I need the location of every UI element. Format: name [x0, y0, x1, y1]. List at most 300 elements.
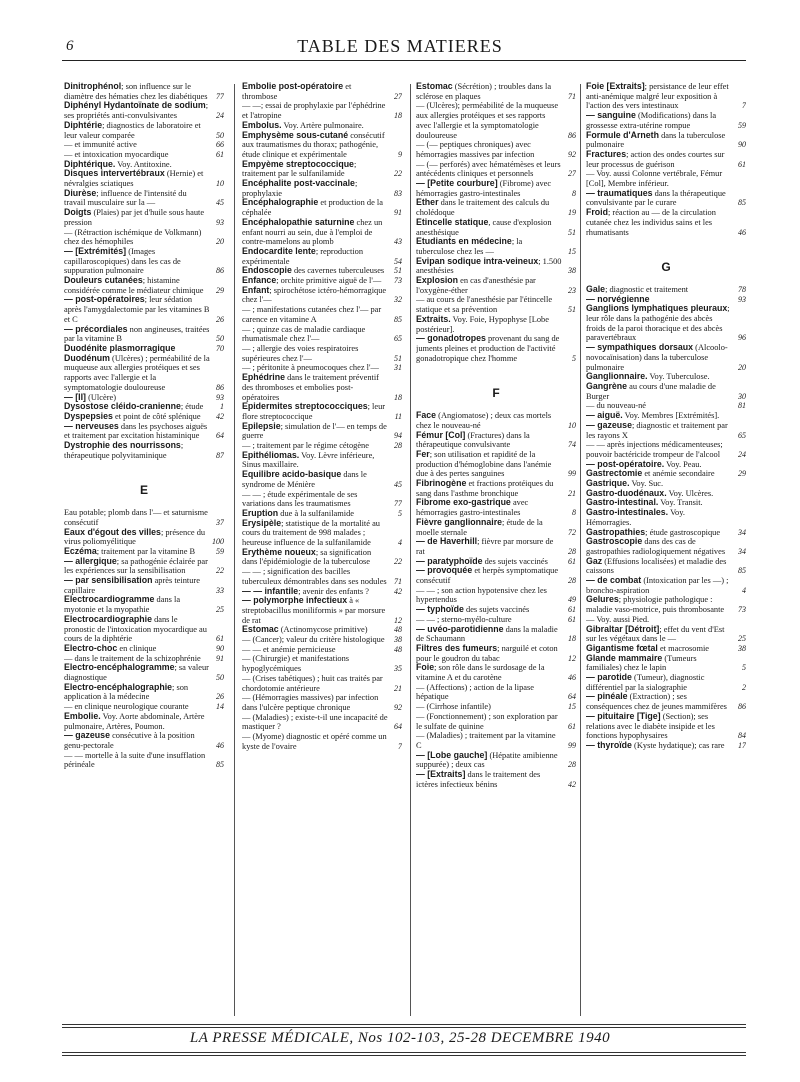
entry-page-number: 50 — [216, 334, 224, 344]
entry-text: et thrombose — [242, 82, 352, 101]
entry-page-number: 81 — [738, 401, 746, 411]
entry-page-number: 22 — [394, 169, 402, 179]
entry-page-number: 29 — [216, 285, 224, 295]
entry-text: dans la maladie de Schaumann — [416, 624, 558, 644]
entry-page-number: 48 — [394, 625, 402, 635]
entry-text: dans les psychoses aiguës et traitement par excitation histaminique — [64, 421, 208, 441]
entry-page-number: 86 — [216, 382, 224, 392]
entry-text: non angineuses, traitées par la vitamine B — [64, 324, 210, 344]
entry-page-number: 28 — [568, 546, 576, 556]
entry-page-number: 73 — [738, 605, 746, 615]
entry-text: — ; manifestations cutanées chez l'— par carence en vitamine A — [242, 305, 382, 324]
entry-headword: Gastro-intestinal. — [586, 497, 659, 508]
entry-text: — (Crises tabétiques) ; huit cas traités par chordotomie antérieure — [242, 673, 383, 693]
index-entry — [242, 625, 402, 635]
index-entry — [242, 373, 402, 402]
entry-headword: Glande mammaire — [586, 652, 663, 663]
index-entry — [242, 422, 402, 441]
entry-headword: — sanguine — [586, 110, 636, 121]
entry-headword: Eaux d'égout des villes — [64, 526, 161, 537]
entry-text: ; histamine considérée comme le médiateur chimique — [64, 276, 204, 295]
entry-headword: Erythème noueux — [242, 546, 316, 557]
entry-text: (Hépatite amibienne suppurée) ; deux cas — [416, 750, 558, 770]
entry-headword: Diphtérique. — [64, 158, 116, 169]
entry-page-number: 46 — [216, 741, 224, 750]
index-entry — [242, 179, 402, 198]
entry-page-number: 77 — [216, 91, 224, 101]
entry-page-number: 61 — [568, 605, 576, 615]
entry-text: — Voy. aussi Colonne vertébrale, Fémur [Col], Membre inférieur. — [586, 169, 723, 189]
index-entry — [586, 304, 746, 343]
index-entry — [416, 498, 576, 517]
index-column-1 — [64, 82, 224, 1020]
entry-headword: Embolus. — [242, 119, 282, 130]
index-entry — [64, 683, 224, 702]
index-entry — [586, 557, 746, 576]
entry-text: ; sa pathogénie éclairée par les expériences sur la sensibilisation — [64, 556, 208, 576]
entry-headword: — aiguë. — [586, 410, 623, 421]
entry-headword: Ganglionnaire. — [586, 371, 648, 382]
index-entry — [416, 683, 576, 702]
entry-text: ; orchite primitive aiguë de l'— — [276, 276, 382, 286]
entry-text: dans des cas de gastropathies radiologiquement négatives — [586, 537, 726, 556]
entry-text: — (Cancer); valeur du critère histologique — [242, 635, 385, 645]
entry-text: (Ulcères) ; perméabilité de la muqueuse aux allergies protéiques et ses rapports avec l'allergie et la symptomatologie douloureuse — [64, 353, 210, 392]
entry-headword: Diphtérie — [64, 119, 103, 130]
index-entry — [586, 576, 746, 595]
entry-text: ; sa signification dans l'épidémiologie de la tuberculose — [242, 547, 372, 567]
entry-headword: Froid — [586, 207, 608, 218]
entry-page-number: 86 — [568, 130, 576, 140]
entry-page-number: 18 — [394, 111, 402, 121]
index-entry — [416, 82, 576, 101]
entry-text: ; étude gastroscopique — [645, 527, 721, 537]
entry-text: consécutif aux traumatismes du thorax; pathogénie, étude clinique et expérimentale — [242, 130, 385, 159]
entry-page-number: 25 — [216, 605, 224, 615]
index-entry — [586, 673, 746, 692]
index-entry — [242, 519, 402, 548]
page-title: TABLE DES MATIERES — [297, 36, 503, 56]
entry-text: en cas d'anesthésie par l'oxygène-éther — [416, 276, 536, 295]
entry-headword: — thyroïde — [586, 740, 632, 750]
entry-page-number: 26 — [216, 314, 224, 324]
index-entry — [416, 731, 576, 750]
index-entry — [586, 712, 746, 741]
entry-page-number: 93 — [738, 294, 746, 304]
entry-headword: Electro-encéphalographie — [64, 681, 173, 692]
entry-headword: Estomac — [416, 82, 453, 91]
footer-rule — [62, 1055, 746, 1056]
entry-text: ; simulation de l'— en temps de guerre — [242, 421, 387, 441]
entry-headword: Enfant — [242, 284, 270, 295]
entry-headword: Ephédrine — [242, 372, 286, 383]
entry-headword: — [Extraits] — [416, 769, 466, 780]
entry-text: Voy. Transit. — [658, 498, 703, 508]
index-entry — [64, 276, 224, 295]
entry-text: ; ses propriétés anti-convulsivantes — [64, 101, 209, 121]
entry-page-number: 61 — [216, 634, 224, 644]
entry-text: ; diagnostics de laboratoire et leur valeur comparée — [64, 120, 201, 140]
entry-headword: — post-opératoire. — [586, 458, 665, 469]
entry-headword: Disques intervertébraux — [64, 168, 165, 179]
entry-text: (Plaies) par jet d'huile sous haute pression — [64, 208, 205, 227]
entry-headword: — provoquée — [416, 565, 473, 576]
entry-text: (Kyste hydatique); cas rare — [631, 741, 725, 750]
index-entry — [64, 663, 224, 682]
entry-text: (Extraction) ; ses conséquences chez de jeunes mammifères — [586, 692, 727, 712]
index-entry — [242, 548, 402, 567]
entry-text: Voy. Artère pulmonaire. — [281, 120, 364, 130]
entry-page-number: 66 — [216, 140, 224, 150]
entry-headword: Electrocardiogramme — [64, 594, 155, 605]
index-entry — [586, 741, 746, 751]
entry-headword: — de Haverhill — [416, 536, 478, 547]
entry-page-number: 45 — [216, 198, 224, 208]
entry-page-number: 61 — [568, 556, 576, 566]
entry-text: (Modifications) dans la grossesse extra-utérine rompue — [586, 111, 717, 130]
entry-headword: — post-opératoires — [64, 294, 145, 305]
entry-text: (Sécrétion) ; troubles dans la sclérose en plaques — [416, 82, 552, 101]
index-entry — [64, 208, 224, 227]
column-separator — [410, 84, 411, 1016]
index-entry — [416, 518, 576, 537]
entry-headword: Endocardite lente — [242, 245, 316, 256]
entry-page-number: 90 — [216, 643, 224, 653]
index-entry — [416, 160, 576, 179]
index-entry — [64, 751, 224, 770]
entry-page-number: 5 — [398, 508, 402, 518]
index-entry — [64, 528, 224, 547]
index-entry — [242, 198, 402, 217]
index-entry — [242, 567, 402, 586]
entry-page-number: 45 — [394, 479, 402, 489]
index-entry — [64, 101, 224, 120]
entry-page-number: 33 — [216, 585, 224, 595]
entry-text: — (Ulcères); perméabilité de la muqueuse aux allergies protéiques et ses rapports avec l'allergie et la symptomatologie douloureuse — [416, 101, 559, 140]
entry-text: ; fièvre par morsure de rat — [416, 537, 554, 556]
entry-headword: Gastrectomie — [586, 468, 643, 479]
entry-headword: Gale — [586, 283, 606, 294]
entry-text: — ; quinze cas de maladie cardiaque rhumatismale chez l'— — [242, 324, 366, 344]
entry-text: — Voy. aussi Pied. — [586, 614, 650, 624]
entry-headword: Embolie post-opératoire — [242, 82, 344, 91]
entry-headword: Emphysème sous-cutané — [242, 129, 349, 140]
entry-text: provenant du sang de juments pleines et production de l'activité gonadotropique chez l'homme — [416, 334, 560, 363]
index-entry — [416, 295, 576, 314]
entry-text: — (Hémorragies massives) par infection dans l'ulcère peptique chronique — [242, 693, 379, 712]
entry-text: ; leur sédation après l'amygdalectomie par les vitamines B et C — [64, 295, 210, 324]
entry-text: (Tumeurs familiales) chez le lapin — [586, 653, 697, 673]
index-entry — [416, 751, 576, 770]
entry-headword: Diphényl Hydantoïnate de sodium — [64, 100, 206, 111]
index-entry — [242, 344, 402, 363]
index-entry — [64, 508, 224, 527]
index-entry — [64, 82, 224, 101]
index-entry — [242, 693, 402, 712]
entry-headword: Gastro-intestinales. — [586, 507, 669, 518]
entry-text: — (Myome) diagnostic et opéré comme un kyste de l'ovaire — [242, 732, 387, 751]
entry-headword: Face — [416, 410, 437, 421]
entry-text: (Hernie) et névralgies sciatiques — [64, 169, 204, 189]
index-entry — [586, 208, 746, 237]
entry-page-number: 11 — [394, 411, 402, 421]
entry-page-number: 22 — [216, 566, 224, 576]
index-entry — [64, 615, 224, 644]
page-number: 6 — [66, 38, 74, 54]
entry-headword: Epilepsie — [242, 420, 281, 431]
entry-headword: Diurèse — [64, 187, 97, 198]
entry-headword: Equilibre acido-basique — [242, 469, 342, 480]
entry-text: — et intoxication myocardique — [64, 149, 169, 159]
entry-headword: — par sensibilisation — [64, 575, 153, 586]
entry-headword: — uvéo-parotidienne — [416, 623, 504, 634]
entry-text: ; son influence sur le diamètre des hématies chez les diabétiques — [64, 82, 208, 101]
index-entry — [416, 334, 576, 363]
index-entry — [416, 479, 576, 498]
entry-headword: — — infantile — [242, 585, 299, 596]
entry-page-number: 65 — [738, 430, 746, 440]
entry-page-number: 85 — [216, 760, 224, 770]
entry-page-number: 84 — [738, 731, 746, 741]
entry-page-number: 35 — [394, 664, 402, 674]
index-entry — [242, 674, 402, 693]
entry-text: — (Fonctionnement) ; son exploration par le sulfate de quinine — [416, 711, 558, 731]
entry-headword: — sympathiques dorsaux — [586, 342, 694, 353]
entry-text: Eau potable; plomb dans l'— et saturnisme consécutif — [64, 508, 208, 527]
entry-text: — et immunité active — [64, 140, 137, 150]
index-entry — [416, 625, 576, 644]
entry-page-number: 4 — [742, 585, 746, 595]
entry-text: des cavernes tuberculeuses — [291, 266, 385, 276]
entry-headword: — gazeuse — [64, 730, 110, 741]
entry-text: ; physiologie pathologique : maladie vaso-motrice, puis thrombosante — [586, 595, 725, 615]
entry-text: Voy. Ulcères. — [666, 488, 714, 498]
entry-text: ; avenir des enfants ? — [298, 586, 369, 596]
index-entry — [416, 140, 576, 159]
index-entry — [416, 237, 576, 256]
entry-page-number: 1 — [220, 402, 224, 412]
entry-text: — — ; signification des bacilles tuberculeux démontrables dans ses nodules — [242, 567, 387, 586]
entry-headword: — [Extrémités] — [64, 245, 127, 256]
entry-page-number: 48 — [394, 644, 402, 654]
index-entry — [416, 431, 576, 450]
entry-text: (Images capillaroscopiques) dans les cas de suppuration pulmonaire — [64, 246, 181, 276]
entry-text: Voy. Suc. — [629, 479, 664, 489]
entry-page-number: 10 — [568, 420, 576, 430]
entry-headword: Gastropathies — [586, 526, 646, 537]
entry-page-number: 8 — [572, 188, 576, 198]
entry-page-number: 37 — [216, 517, 224, 527]
entry-page-number: 50 — [216, 673, 224, 683]
entry-headword: Fibrinogène — [416, 478, 467, 489]
entry-page-number: 38 — [568, 266, 576, 276]
index-entry — [242, 654, 402, 673]
entry-text: — (Maladies) ; existe-t-il une incapacité de mastiquer ? — [242, 712, 388, 732]
index-columns — [64, 64, 746, 1024]
entry-page-number: 73 — [394, 276, 402, 286]
entry-page-number: 30 — [738, 391, 746, 401]
entry-page-number: 42 — [568, 779, 576, 789]
entry-headword: Filtres des fumeurs — [416, 642, 498, 653]
entry-text: ; étude — [180, 402, 204, 412]
index-entry — [242, 596, 402, 625]
entry-text: Voy. Hémorragies. — [586, 508, 685, 527]
entry-headword: Encéphalopathie saturnine — [242, 216, 355, 227]
entry-page-number: 15 — [568, 246, 576, 256]
entry-headword: Duodénum — [64, 352, 110, 363]
entry-page-number: 21 — [568, 488, 576, 498]
entry-headword: — polymorphe infectieux — [242, 595, 348, 606]
entry-page-number: 61 — [568, 721, 576, 731]
entry-page-number: 28 — [568, 760, 576, 770]
entry-page-number: 99 — [568, 469, 576, 479]
section-letter: G — [661, 260, 671, 275]
entry-headword: Erysipèle — [242, 517, 282, 528]
entry-text: Voy. Peau. — [664, 459, 702, 469]
entry-text: ; étude de la moelle sternale — [416, 517, 543, 537]
entry-text: ; influence de l'intensité du travail musculaire sur la — — [64, 188, 187, 208]
entry-headword: Enfance — [242, 275, 277, 286]
entry-text: (Fractures) dans la thérapeutique convulsivante — [416, 430, 530, 450]
entry-page-number: 99 — [568, 741, 576, 750]
entry-page-number: 83 — [394, 188, 402, 198]
entry-text: dans la myotonie et la myopathie — [64, 595, 181, 615]
entry-headword: Douleurs cutanées — [64, 275, 143, 286]
entry-text: ; effet du vent d'Est sur les végétaux dans le — — [586, 624, 725, 644]
index-entry — [586, 382, 746, 401]
entry-page-number: 93 — [216, 217, 224, 227]
entry-text: Voy. Lèvre inférieure, Sinus maxillaire. — [242, 450, 375, 470]
entry-page-number: 71 — [394, 576, 402, 586]
entry-page-number: 14 — [216, 702, 224, 712]
entry-headword: Etudiants en médecine — [416, 236, 512, 247]
entry-text: ; traitement par le sulfanilamide — [242, 159, 357, 179]
entry-text: dans le traitement des calculs du cholédoque — [416, 198, 550, 218]
index-entry — [64, 644, 224, 654]
entry-text: — (Cirrhose infantile) — [416, 702, 491, 712]
entry-headword: — traumatiques — [586, 187, 653, 198]
entry-text: ; thérapeutique polyvitaminique — [64, 441, 184, 460]
entry-headword: Extraits. — [416, 313, 451, 324]
entry-headword: Encéphalite post-vaccinale — [242, 178, 355, 189]
entry-text: ; sa valeur diagnostique — [64, 663, 209, 683]
entry-page-number: 87 — [216, 450, 224, 460]
index-entry — [242, 325, 402, 344]
entry-headword: — de combat — [586, 575, 642, 586]
index-entry — [586, 82, 746, 111]
entry-page-number: 74 — [568, 440, 576, 450]
entry-headword: Epithéliomas. — [242, 449, 300, 460]
entry-page-number: 23 — [568, 285, 576, 295]
index-entry — [586, 169, 746, 188]
entry-page-number: 38 — [738, 643, 746, 653]
index-entry — [416, 315, 576, 334]
index-entry — [242, 82, 402, 101]
entry-headword: — gazeuse — [586, 419, 632, 430]
entry-text: ; statistique de la mortalité au cours du traitement de 998 malades ; heureuse influence de la sulfanilamide — [242, 518, 380, 548]
entry-page-number: 85 — [394, 314, 402, 324]
entry-page-number: 20 — [738, 362, 746, 372]
entry-headword: — pituitaire [Tige] — [586, 710, 661, 721]
entry-headword: — paratyphoïde — [416, 555, 483, 566]
index-entry — [242, 635, 402, 645]
entry-text: (Effusions localisées) et maladie des caissons — [586, 556, 727, 576]
entry-text: ; action des ondes courtes sur leur processus de guérison — [586, 149, 725, 169]
entry-page-number: 2 — [742, 682, 746, 692]
entry-headword: Empyème streptococcique — [242, 158, 354, 169]
index-entry — [242, 218, 402, 247]
entry-page-number: 5 — [742, 663, 746, 673]
entry-page-number: 43 — [394, 237, 402, 247]
entry-text: ; présence du virus poliomyélitique — [64, 527, 206, 547]
entry-headword: Electro-encéphalogramme — [64, 662, 175, 673]
entry-page-number: 96 — [738, 333, 746, 343]
entry-text: à « streptobacillus moniliformis » par morsure de rat — [242, 596, 386, 625]
index-entry — [242, 470, 402, 489]
entry-page-number: 27 — [568, 169, 576, 179]
index-entry — [242, 713, 402, 732]
entry-text: — — mortelle à la suite d'une insufflation périnéale — [64, 750, 206, 770]
index-entry — [242, 247, 402, 266]
entry-text: — — ; son action hypotensive chez les hypertendus — [416, 585, 547, 605]
entry-text: (Actinomycose primitive) — [278, 625, 368, 635]
entry-text: — — ; sterno-myélo-culture — [416, 614, 512, 624]
entry-text: due à la sulfanilamide — [278, 508, 354, 518]
entry-headword: Ganglions lymphatiques pleuraux — [586, 303, 728, 314]
entry-page-number: 51 — [394, 266, 402, 276]
footer-rule — [62, 1024, 746, 1025]
index-entry — [586, 421, 746, 440]
index-entry — [586, 595, 746, 614]
index-entry — [416, 101, 576, 140]
entry-headword: Gastro-duodénaux. — [586, 487, 667, 498]
index-entry — [64, 121, 224, 140]
entry-text: ; la tuberculose chez les — — [416, 237, 523, 256]
entry-page-number: 42 — [216, 411, 224, 421]
entry-page-number: 22 — [394, 557, 402, 567]
entry-page-number: 34 — [738, 546, 746, 556]
entry-text: dans le pronostic de l'intoxication myocardique au cours de la diphtérie — [64, 614, 207, 644]
entry-page-number: 24 — [738, 449, 746, 459]
entry-text: , cause d'explosion anesthésique — [416, 217, 552, 237]
column-separator — [234, 84, 235, 1016]
index-entry — [416, 179, 576, 198]
entry-headword: — [II] — [64, 391, 86, 402]
entry-page-number: 31 — [394, 363, 402, 373]
entry-page-number: 61 — [738, 159, 746, 169]
entry-text: et point de côté splénique — [112, 411, 201, 421]
entry-text: (Intoxication par les —) ; broncho-aspiration — [586, 576, 729, 595]
entry-text: — (Chirurgie) et manifestations hypoglycémiques — [242, 654, 350, 674]
entry-headword: Foie — [416, 662, 435, 673]
index-entry — [64, 228, 224, 247]
entry-headword: Dystrophie des nourrissons — [64, 440, 181, 451]
entry-page-number: 8 — [572, 508, 576, 518]
entry-page-number: 4 — [398, 538, 402, 548]
entry-text: ; prophylaxie — [242, 179, 358, 198]
entry-text: ; persistance de leur effet anti-anémique malgré leur exposition à l'action des vers intestinaux — [586, 82, 729, 111]
index-entry — [586, 111, 746, 130]
entry-page-number: 64 — [394, 722, 402, 732]
index-entry — [64, 140, 224, 150]
index-entry — [416, 586, 576, 605]
index-entry — [586, 654, 746, 673]
index-entry — [416, 566, 576, 585]
index-entry — [64, 441, 224, 460]
entry-headword: Encéphalographie — [242, 197, 319, 208]
entry-headword: — parotide — [586, 672, 632, 683]
footer-rule — [62, 1027, 746, 1028]
